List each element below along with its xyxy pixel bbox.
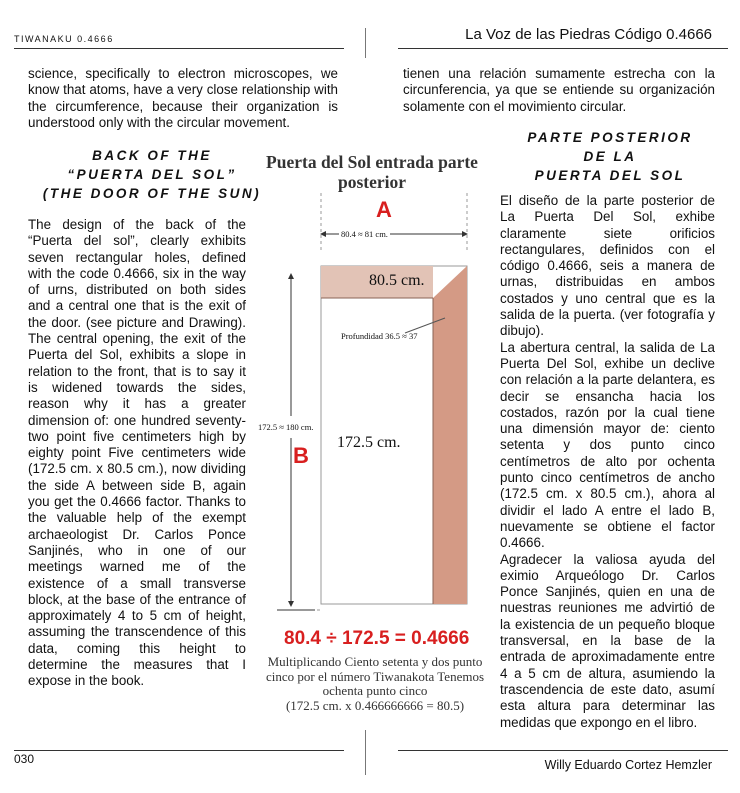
running-header-left: TIWANAKU 0.4666	[14, 34, 114, 44]
height-label: 172.5 cm.	[337, 434, 401, 451]
right-intro-paragraph: tienen una relación sumamente estrecha con la circunferencia, ya que se entiende su organización solamente con el movimiento circular.	[403, 66, 715, 114]
figure-caption: Multiplicando Ciento setenta y dos punto cinco por el número Tiwanakota Tenemos ochenta punto cinco (172.5 cm. x 0.466666666 = 80.5)	[266, 654, 485, 713]
gutter-mark-top	[365, 28, 366, 58]
figure-caption-equation: (172.5 cm. x 0.466666666 = 80.5)	[285, 697, 465, 713]
right-body	[500, 193, 715, 731]
right-paragraph-3: Agradecer la valiosa ayuda del eximio Arqueólogo Dr. Carlos Ponce Sanjinés, quien en una de nuestras reuniones me advirtió de la existencia de un pequeño bloque transversal, en la base de la entrada de aproximadamente entre 4 a 5 cm de altura, asumiendo la trascendencia de este dato, asumí esta altura para determinar las medidas que expongo en el libro.	[500, 551, 715, 730]
header-rule-left	[14, 48, 344, 49]
footer-rule-left	[14, 750, 344, 751]
right-paragraph-2: La abertura central, la salida de La Puerta Del Sol, exhibe un declive con relación a la parte delantera, es decir se ensancha hacia los costados, razón por la cual tiene una dimensión mayor de: ciento setenta y dos punto cinco centímetros de alto por ochenta punto cinco centímetros de ancho (172.5 cm. x 80.5 cm.), ahora al dividir el lado A entre el lado B, nuevamente se obtiene el factor 0.4666.	[500, 339, 715, 551]
width-label: 80.5 cm.	[369, 272, 425, 289]
label-b: B	[293, 443, 309, 468]
left-body-paragraph: The design of the back of the “Puerta del sol”, clearly exhibits seven rectangular holes, defined with the code 0.4666, six in the way of urns, distributed on both sides and a central one that is the exit of the door. (see picture and Drawing). The central opening, the exit of the Puerta del Sol, exhibits a slope in relation to the front, that is to say it is widened towards the sides, reason why it has a greater dimension of: one hundred seventy-two point five centimeters high by eighty point Five centimeters wide (172.5 cm. x 80.5 cm.), now dividing the side A between side B, again you get the 0.4666 factor. Thanks to the valuable help of the exempt archaeologist Dr. Carlos Ponce Sanjinés, who in one of our meetings warned me of the existence of a small transverse block, at the base of the entrance of approximately 4 to 5 cm of height, assuming the transcendence of this data, coming this height to determine the measures that I expose in the book.	[28, 217, 246, 689]
door-diagram	[255, 190, 487, 626]
depth-label: Profundidad 36.5 ≈ 37	[341, 331, 418, 341]
left-intro-paragraph: science, specifically to electron microscopes, we know that atoms, have a very close relationship with the circumference, because their organization is understood only with the circular movement.	[28, 66, 338, 130]
left-section-heading: BACK OF THE “PUERTA DEL SOL” (THE DOOR OF THE SUN)	[42, 148, 262, 201]
top-dimension-label: 80.4 ≈ 81 cm.	[341, 229, 388, 239]
header-rule-right	[398, 48, 728, 49]
footer-author: Willy Eduardo Cortez Hemzler	[544, 758, 712, 772]
label-a: A	[376, 197, 392, 222]
side-panel	[433, 266, 467, 604]
footer-rule-right	[398, 750, 728, 751]
figure-title: Puerta del Sol entrada parte posterior	[266, 152, 478, 192]
top-dimension-line	[321, 193, 467, 250]
gutter-mark-bottom	[365, 730, 366, 775]
ratio-formula: 80.4 ÷ 172.5 = 0.4666	[284, 628, 470, 649]
right-section-heading: PARTE POSTERIOR DE LA PUERTA DEL SOL	[527, 130, 693, 183]
right-paragraph-1: El diseño de la parte posterior de La Puerta Del Sol, exhibe claramente siete orificios rectangulares, definidos con el código 0.4666, seis a manera de urnas, distribuidas en ambos costados y uno central que es la salida de la puerta. (ver fotografía y dibujo).	[500, 193, 715, 339]
running-header-right: La Voz de las Piedras Código 0.4666	[465, 26, 712, 43]
page-number: 030	[14, 752, 35, 766]
side-dimension-label: 172.5 ≈ 180 cm.	[258, 422, 314, 432]
